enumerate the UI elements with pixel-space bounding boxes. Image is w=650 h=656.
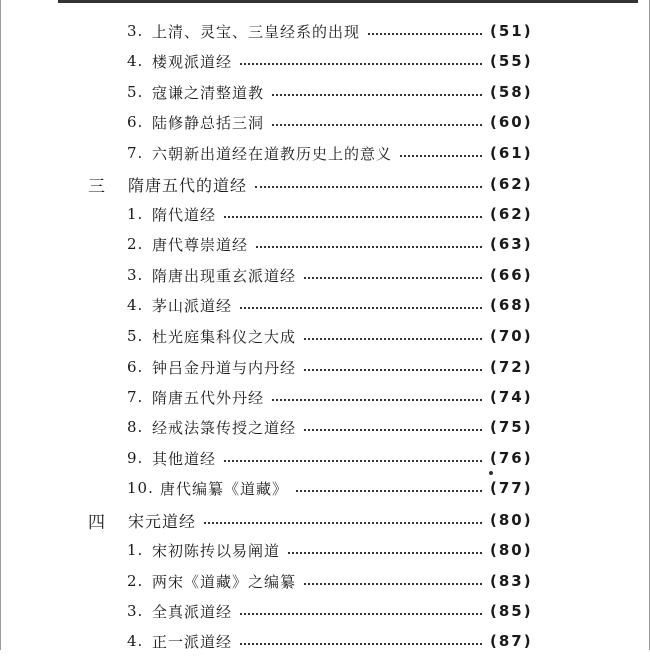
entry-number: 7. xyxy=(127,388,144,406)
toc-entry xyxy=(0,46,650,76)
entry-title: 隋唐五代的道经 xyxy=(128,175,248,195)
entry-title: 隋代道经 xyxy=(152,205,217,224)
toc-entry xyxy=(0,229,650,259)
entry-page: (66) xyxy=(490,266,533,284)
entry-page: (70) xyxy=(490,327,533,345)
dot-leader xyxy=(255,186,482,188)
dot-leader xyxy=(304,277,482,279)
entry-title: 杜光庭集科仪之大成 xyxy=(152,327,297,346)
entry-title: 寇谦之清整道教 xyxy=(152,83,265,102)
entry-number: 9. xyxy=(127,449,144,467)
toc-entry xyxy=(0,473,650,503)
toc-entry xyxy=(0,596,650,626)
entry-page: (60) xyxy=(490,113,533,131)
entry-page: (80) xyxy=(490,541,533,559)
entry-page: (62) xyxy=(490,205,533,223)
entry-number: 4. xyxy=(127,52,144,70)
toc-entry xyxy=(0,321,650,351)
entry-title: 陆修静总括三洞 xyxy=(152,113,265,132)
entry-title: 唐代尊崇道经 xyxy=(152,235,249,254)
entry-page: (63) xyxy=(490,235,533,253)
dot-leader xyxy=(400,155,482,157)
entry-page: (80) xyxy=(490,511,533,529)
entry-number: 3. xyxy=(127,266,144,284)
entry-number: 4. xyxy=(127,632,144,650)
toc-entry xyxy=(0,16,650,46)
dot-leader xyxy=(240,643,482,645)
entry-page: (74) xyxy=(490,388,533,406)
toc-entry xyxy=(0,199,650,229)
toc-entry xyxy=(0,626,650,656)
toc-entry xyxy=(0,260,650,290)
entry-number: 5. xyxy=(127,83,144,101)
entry-number: 8. xyxy=(127,418,144,436)
entry-title: 楼观派道经 xyxy=(152,52,233,71)
dot-leader xyxy=(272,94,482,96)
entry-page: (87) xyxy=(490,632,533,650)
entry-number: 2. xyxy=(127,235,144,253)
dot-leader xyxy=(304,429,482,431)
entry-title: 宋元道经 xyxy=(128,511,197,531)
entry-title: 唐代编纂《道藏》 xyxy=(160,479,289,498)
entry-title: 六朝新出道经在道教历史上的意义 xyxy=(152,144,393,163)
entry-page: (85) xyxy=(490,602,533,620)
toc-entry xyxy=(0,290,650,320)
entry-page: (51) xyxy=(490,22,533,40)
toc-entry xyxy=(0,138,650,168)
dot-leader xyxy=(204,522,482,524)
dot-leader xyxy=(240,307,482,309)
entry-page: (61) xyxy=(490,144,533,162)
entry-page: (68) xyxy=(490,296,533,314)
entry-title: 隋唐五代外丹经 xyxy=(152,388,265,407)
dot-leader xyxy=(240,63,482,65)
entry-number: 10. xyxy=(127,479,154,497)
entry-number: 7. xyxy=(127,144,144,162)
print-speck xyxy=(489,471,493,475)
entry-page: (72) xyxy=(490,358,533,376)
entry-page: (62) xyxy=(490,175,533,193)
dot-leader xyxy=(240,613,482,615)
entry-number: 3. xyxy=(127,22,144,40)
entry-title: 其他道经 xyxy=(152,449,217,468)
entry-page: (75) xyxy=(490,418,533,436)
entry-title: 全真派道经 xyxy=(152,602,233,621)
toc-section xyxy=(0,169,650,199)
entry-number: 3. xyxy=(127,602,144,620)
toc-entry xyxy=(0,77,650,107)
entry-title: 茅山派道经 xyxy=(152,296,233,315)
toc-entry xyxy=(0,107,650,137)
entry-title: 两宋《道藏》之编纂 xyxy=(152,572,297,591)
dot-leader xyxy=(224,216,482,218)
dot-leader xyxy=(288,552,482,554)
entry-title: 正一派道经 xyxy=(152,632,233,651)
toc-section xyxy=(0,505,650,535)
entry-title: 经戒法箓传授之道经 xyxy=(152,418,297,437)
toc-entry xyxy=(0,566,650,596)
toc-entry xyxy=(0,382,650,412)
dot-leader xyxy=(272,399,482,401)
entry-page: (58) xyxy=(490,83,533,101)
entry-title: 钟吕金丹道与内丹经 xyxy=(152,358,297,377)
dot-leader xyxy=(256,246,482,248)
entry-page: (55) xyxy=(490,52,533,70)
dot-leader xyxy=(304,338,482,340)
dot-leader xyxy=(272,124,482,126)
entry-number: 6. xyxy=(127,113,144,131)
entry-page: (76) xyxy=(490,449,533,467)
dot-leader xyxy=(304,369,482,371)
entry-title: 宋初陈抟以易阐道 xyxy=(152,541,281,560)
entry-number: 2. xyxy=(127,572,144,590)
dot-leader xyxy=(368,33,482,35)
toc-entry xyxy=(0,535,650,565)
entry-page: (77) xyxy=(490,479,533,497)
toc-entry xyxy=(0,443,650,473)
entry-number: 四 xyxy=(88,512,106,533)
dot-leader xyxy=(224,460,482,462)
dot-leader xyxy=(304,583,482,585)
dot-leader xyxy=(296,490,482,492)
entry-number: 1. xyxy=(127,541,144,559)
entry-title: 隋唐出现重玄派道经 xyxy=(152,266,297,285)
entry-number: 三 xyxy=(88,176,106,197)
entry-page: (83) xyxy=(490,572,533,590)
entry-number: 1. xyxy=(127,205,144,223)
entry-title: 上清、灵宝、三皇经系的出现 xyxy=(152,22,361,41)
toc-entry xyxy=(0,352,650,382)
entry-number: 5. xyxy=(127,327,144,345)
entry-number: 6. xyxy=(127,358,144,376)
entry-number: 4. xyxy=(127,296,144,314)
toc-entry xyxy=(0,412,650,442)
